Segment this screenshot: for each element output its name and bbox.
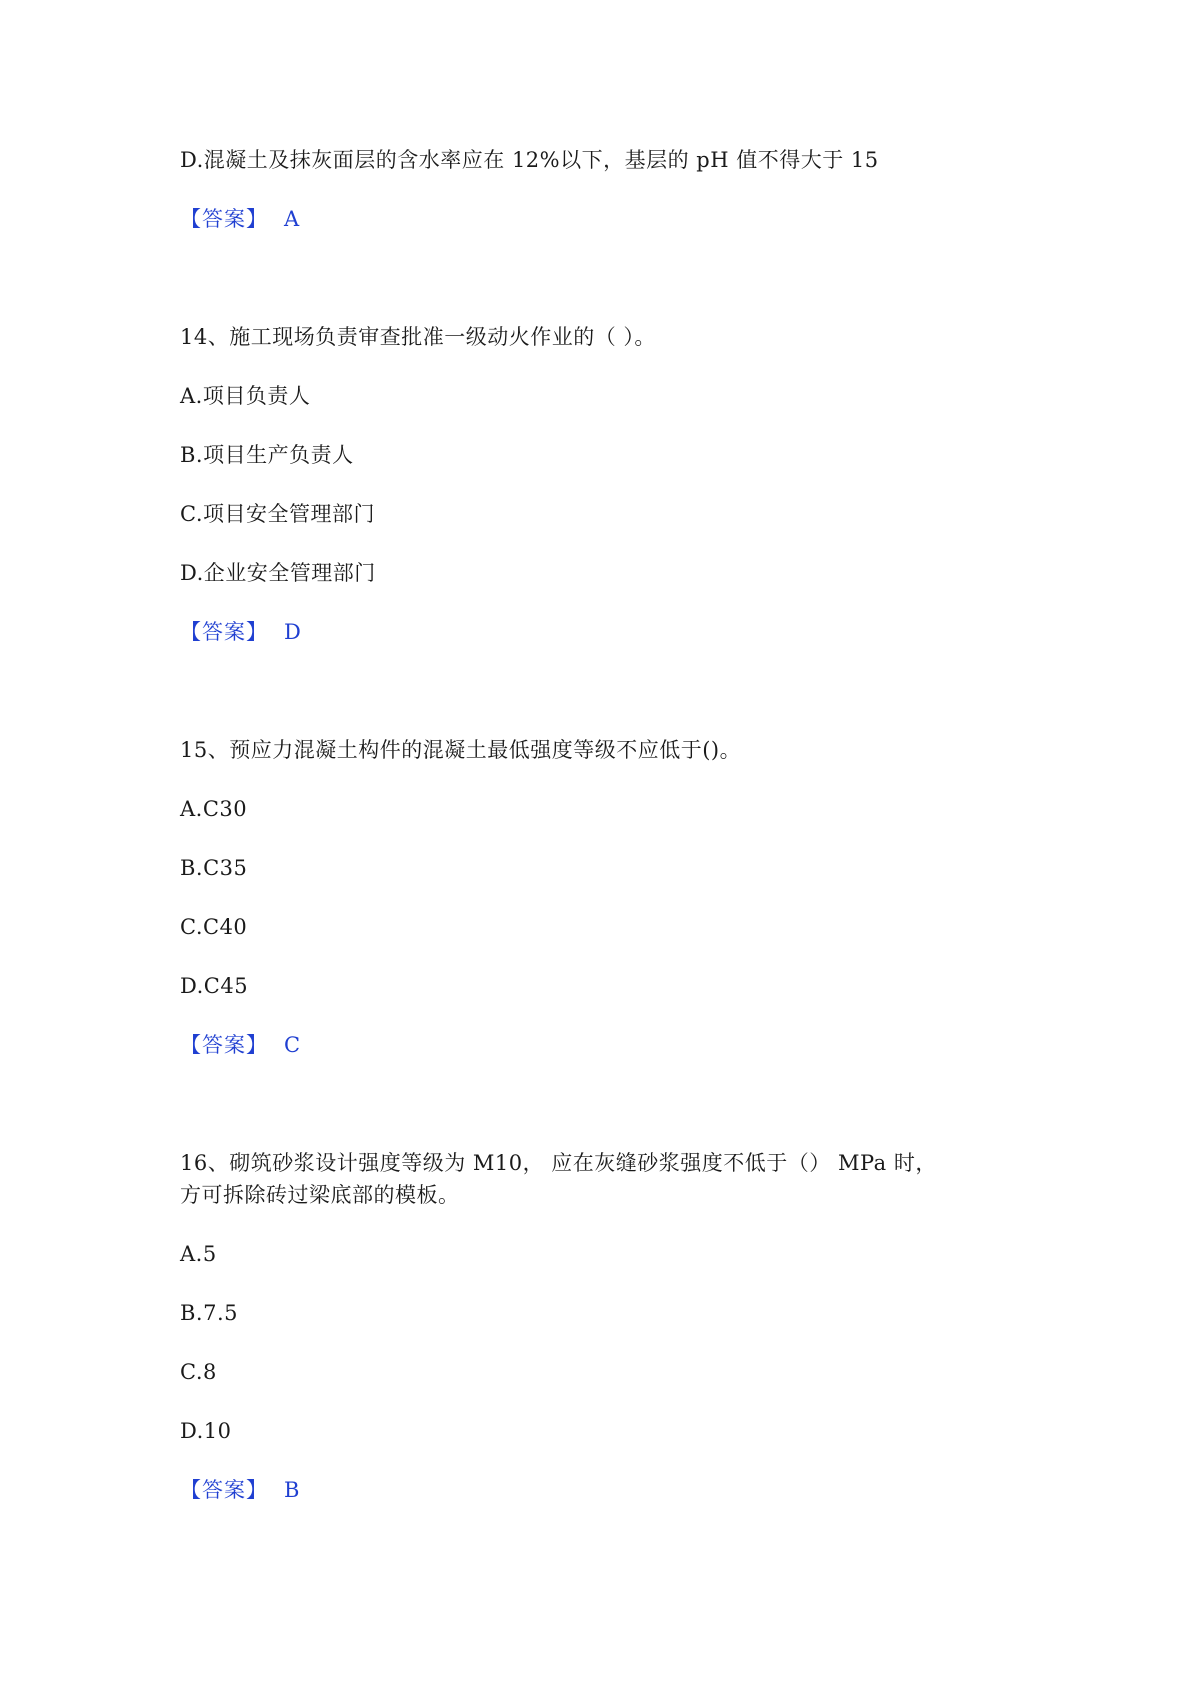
answer-value: B xyxy=(284,1478,300,1502)
q14-option-c: C.项目安全管理部门 xyxy=(180,502,375,526)
q15-option-b: B.C35 xyxy=(180,856,248,880)
answer-label: 【答案】 xyxy=(180,1478,268,1502)
answer-label: 【答案】 xyxy=(180,620,268,644)
q16-option-d: D.10 xyxy=(180,1419,232,1443)
q14-answer xyxy=(180,617,301,647)
answer-label: 【答案】 xyxy=(180,1033,268,1057)
q14-option-d: D.企业安全管理部门 xyxy=(180,561,376,585)
answer-label: 【答案】 xyxy=(180,207,268,231)
q16-option-c: C.8 xyxy=(180,1360,217,1384)
q16-stem-line2: 方可拆除砖过梁底部的模板。 xyxy=(180,1183,460,1207)
q15-option-c: C.C40 xyxy=(180,915,248,939)
q14-option-b: B.项目生产负责人 xyxy=(180,443,354,467)
answer-value: A xyxy=(284,207,300,231)
q13-answer xyxy=(180,204,300,234)
answer-value: C xyxy=(284,1033,301,1057)
q16-option-a: A.5 xyxy=(180,1242,217,1266)
q14-stem: 14、施工现场负责审查批准一级动火作业的（ ）。 xyxy=(180,325,656,349)
q15-option-a: A.C30 xyxy=(180,797,248,821)
q14-option-a: A.项目负责人 xyxy=(180,384,311,408)
q15-answer xyxy=(180,1030,301,1060)
answer-value: D xyxy=(284,620,302,644)
q16-option-b: B.7.5 xyxy=(180,1301,239,1325)
q15-stem: 15、预应力混凝土构件的混凝土最低强度等级不应低于()。 xyxy=(180,738,742,762)
q13-option-d: D.混凝土及抹灰面层的含水率应在 12%以下，基层的 pH 值不得大于 15 xyxy=(180,148,879,172)
q16-answer xyxy=(180,1475,300,1505)
q15-option-d: D.C45 xyxy=(180,974,249,998)
q16-stem-line1: 16、砌筑砂浆设计强度等级为 M10， 应在灰缝砂浆强度不低于（） MPa 时， xyxy=(180,1151,937,1175)
